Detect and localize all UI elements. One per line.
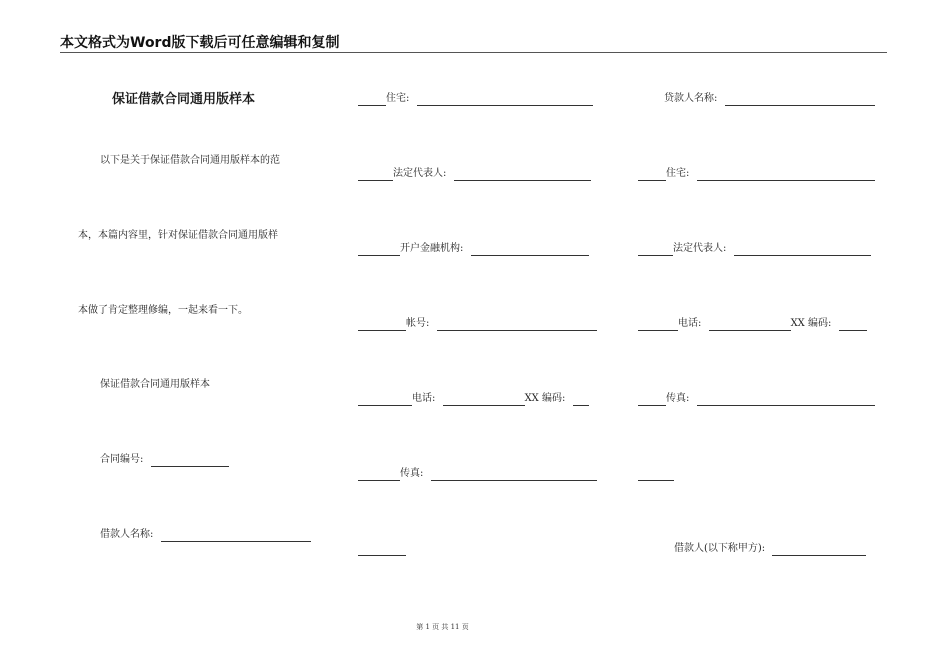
page-footer xyxy=(0,623,885,632)
intro-line-2: 本，本篇内容里，针对保证借款合同通用版样 xyxy=(78,230,278,241)
intro-line-3: 本做了肯定整理修编，一起来看一下。 xyxy=(78,305,248,316)
header-title: 本文格式为Word版下载后可任意编辑和复制 xyxy=(60,35,340,51)
column-middle xyxy=(358,0,606,672)
borrower-party-row xyxy=(674,542,866,556)
residence-row xyxy=(358,92,593,106)
lender-fax-label: 传真: xyxy=(666,393,690,404)
column-right xyxy=(638,0,888,672)
page-number: 第 1 页 共 11 页 xyxy=(416,623,469,631)
legal-rep-label: 法定代表人: xyxy=(393,168,447,179)
lender-name-label: 贷款人名称: xyxy=(664,93,718,104)
legal-rep-blank[interactable] xyxy=(454,169,591,181)
lender-residence-prefix-blank[interactable] xyxy=(638,169,666,181)
account-blank[interactable] xyxy=(437,319,597,331)
legal-rep-prefix-blank[interactable] xyxy=(358,169,393,181)
contract-number-blank[interactable] xyxy=(151,455,229,467)
fax-prefix-blank[interactable] xyxy=(358,469,400,481)
lender-legal-rep-blank[interactable] xyxy=(734,244,871,256)
phone-prefix-blank[interactable] xyxy=(358,394,412,406)
lender-residence-blank[interactable] xyxy=(697,169,875,181)
borrower-name-row xyxy=(100,528,311,542)
bank-row xyxy=(358,242,589,256)
lender-residence-row xyxy=(638,167,875,181)
column-left xyxy=(60,0,330,672)
account-prefix-blank[interactable] xyxy=(358,319,406,331)
lender-fax-row xyxy=(638,392,875,406)
phone-label: 电话: xyxy=(412,393,436,404)
lender-name-row xyxy=(664,92,875,106)
lender-legal-rep-row xyxy=(638,242,871,256)
account-row xyxy=(358,317,597,331)
lender-phone-label: 电话: xyxy=(678,318,702,329)
lender-legal-rep-prefix-blank[interactable] xyxy=(638,244,673,256)
trailing-blank[interactable] xyxy=(358,544,406,556)
phone-row xyxy=(358,392,589,406)
contract-number-row xyxy=(100,453,229,467)
intro-line-1: 以下是关于保证借款合同通用版样本的范 xyxy=(100,155,280,166)
fax-row xyxy=(358,467,597,481)
document-title: 保证借款合同通用版样本 xyxy=(112,92,256,107)
lender-name-blank[interactable] xyxy=(725,94,875,106)
borrower-name-blank[interactable] xyxy=(161,530,311,542)
lender-legal-rep-label: 法定代表人: xyxy=(673,243,727,254)
section-subtitle: 保证借款合同通用版样本 xyxy=(100,379,210,390)
residence-prefix-blank[interactable] xyxy=(358,94,386,106)
bank-prefix-blank[interactable] xyxy=(358,244,400,256)
lender-trailing-blank[interactable] xyxy=(638,469,674,481)
bank-blank[interactable] xyxy=(471,244,589,256)
postcode-label: XX 编码: xyxy=(524,393,566,404)
account-label: 帐号: xyxy=(406,318,430,329)
residence-label: 住宅: xyxy=(386,93,410,104)
lender-phone-prefix-blank[interactable] xyxy=(638,319,678,331)
fax-blank[interactable] xyxy=(431,469,597,481)
lender-postcode-blank[interactable] xyxy=(839,319,867,331)
borrower-party-label: 借款人(以下称甲方): xyxy=(674,543,766,554)
lender-phone-blank[interactable] xyxy=(709,319,791,331)
lender-postcode-label: XX 编码: xyxy=(790,318,832,329)
lender-residence-label: 住宅: xyxy=(666,168,690,179)
borrower-party-blank[interactable] xyxy=(772,544,866,556)
borrower-name-label: 借款人名称: xyxy=(100,529,154,540)
legal-rep-row xyxy=(358,167,591,181)
bank-label: 开户金融机构: xyxy=(400,243,464,254)
fax-label: 传真: xyxy=(400,468,424,479)
lender-phone-row xyxy=(638,317,867,331)
trailing-blank-row xyxy=(358,542,406,556)
lender-fax-prefix-blank[interactable] xyxy=(638,394,666,406)
residence-blank[interactable] xyxy=(417,94,593,106)
postcode-blank[interactable] xyxy=(573,394,589,406)
phone-blank[interactable] xyxy=(443,394,525,406)
lender-fax-blank[interactable] xyxy=(697,394,875,406)
contract-number-label: 合同编号: xyxy=(100,454,144,465)
lender-trailing-row xyxy=(638,467,674,481)
